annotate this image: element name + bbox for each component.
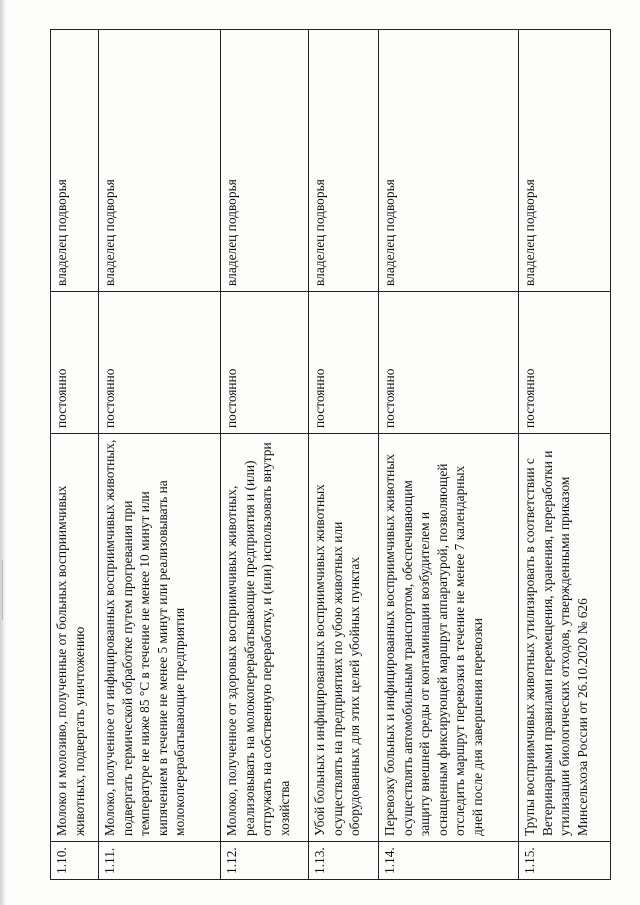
table-row — [519, 30, 611, 880]
scan-edge-shadow — [0, 0, 6, 905]
table-row — [309, 30, 379, 880]
row-number: 1.14. — [379, 842, 519, 880]
period-text: постоянно — [379, 292, 519, 434]
responsible-text: владелец подворья — [519, 30, 611, 292]
measure-text: Перевозку больных и инфицированных восприимчивых животных осуществлять автомобильным транспортом, обеспечивающим защиту внешней среды от контаминации возбудителем и оснащенным фиксирующей маршрут аппаратурой, позволяющей отследить маршрут перевозки в течение не менее 7 календарных дней после дня завершения перевозки — [379, 434, 519, 842]
table-row — [379, 30, 519, 880]
responsible-text: владелец подворья — [51, 30, 99, 292]
measure-text: Молоко, полученное от здоровых восприимчивых животных, реализовывать на молокоперерабатывающие предприятия и (или) отгружать на собственную переработку, и (или) использовать внутри хозяйства — [221, 434, 309, 842]
measures-table — [50, 29, 611, 880]
table-row — [51, 30, 99, 880]
measure-text: Молоко, полученное от инфицированных восприимчивых животных, подвергать термической обработке путем прогревания при температуре не ниже 85 °С в течение не менее 10 минут или кипячением в течение не менее 5 минут или реализовывать на молокоперерабатывающие предприятия — [99, 434, 221, 842]
measure-text: Молоко и молозиво, полученные от больных восприимчивых животных, подвергать уничтожению — [51, 434, 99, 842]
row-number: 1.13. — [309, 842, 379, 880]
period-text: постоянно — [519, 292, 611, 434]
period-text: постоянно — [221, 292, 309, 434]
row-number: 1.15. — [519, 842, 611, 880]
responsible-text: владелец подворья — [379, 30, 519, 292]
period-text: постоянно — [99, 292, 221, 434]
measure-text: Убой больных и инфицированных восприимчивых животных осуществлять на предприятиях по убою животных или оборудованных для этих целей убойных пунктах — [309, 434, 379, 842]
period-text: постоянно — [309, 292, 379, 434]
responsible-text: владелец подворья — [99, 30, 221, 292]
rotated-table-container — [50, 30, 610, 880]
responsible-text: владелец подворья — [221, 30, 309, 292]
row-number: 1.11. — [99, 842, 221, 880]
row-number: 1.12. — [221, 842, 309, 880]
row-number: 1.10. — [51, 842, 99, 880]
scan-artifact — [2, 560, 3, 620]
table-row — [99, 30, 221, 880]
period-text: постоянно — [51, 292, 99, 434]
measure-text: Трупы восприимчивых животных утилизировать в соответствии с Ветеринарными правилами перемещения, хранения, переработки и утилизации биологических отходов, утвержденными приказом Минсельхоза России от 26.10.2020 № 626 — [519, 434, 611, 842]
responsible-text: владелец подворья — [309, 30, 379, 292]
table-row — [221, 30, 309, 880]
